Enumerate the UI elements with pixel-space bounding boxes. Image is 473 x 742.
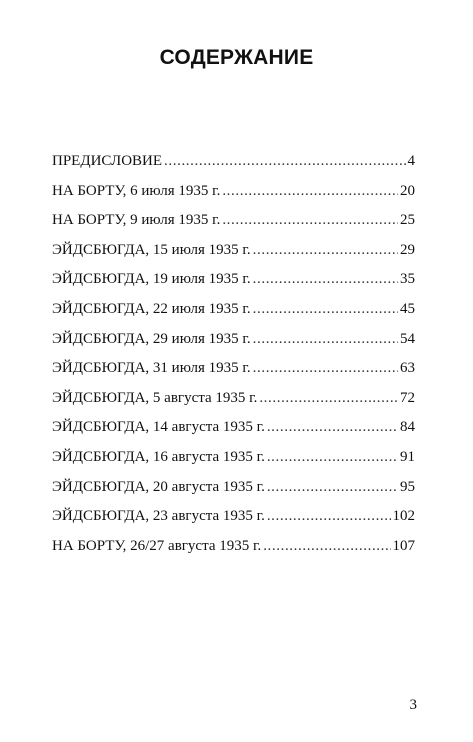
toc-entry [52,210,415,240]
toc-dot-leader [222,181,398,201]
toc-entry-page: 102 [392,508,415,525]
toc-dot-leader [267,447,398,467]
toc-entry-page: 72 [400,389,415,406]
page-title: СОДЕРЖАНИЕ [159,46,314,69]
toc-dot-leader [253,358,398,378]
toc-entry [52,329,415,359]
toc-entry-title: ЭЙДСБЮГДА, 19 июля 1935 г. [52,271,251,288]
toc-entry-page: 35 [400,271,415,288]
toc-entry [52,536,415,566]
toc-entry [52,240,415,270]
toc-entry [52,358,415,388]
toc-entry-title: ПРЕДИСЛОВИЕ [52,153,163,169]
toc-entry-page: 25 [400,212,415,229]
toc-entry-page: 95 [400,478,415,495]
toc-entry [52,417,415,447]
toc-entry-title: ЭЙДСБЮГДА, 22 июля 1935 г. [52,300,251,317]
toc-entry-title: ЭЙДСБЮГДА, 31 июля 1935 г. [52,360,251,377]
toc-entry [52,506,415,536]
toc-entry [52,299,415,329]
toc-entry-page: 91 [400,448,415,465]
toc-entry-page: 45 [400,300,415,317]
toc-dot-leader [253,269,398,289]
toc-entry [52,151,415,181]
toc-entry-title: ЭЙДСБЮГДА, 15 июля 1935 г. [52,241,251,258]
toc-entry-title: НА БОРТУ, 6 июля 1935 г. [52,182,221,199]
toc-entry [52,388,415,418]
toc-entry-title: НА БОРТУ, 9 июля 1935 г. [52,212,221,229]
toc-entry-title: ЭЙДСБЮГДА, 16 августа 1935 г. [52,448,265,465]
toc-entry [52,447,415,477]
toc-dot-leader [263,536,390,556]
table-of-contents [52,151,415,565]
toc-entry [52,477,415,507]
toc-entry-page: 84 [400,419,415,436]
toc-dot-leader [267,417,398,437]
toc-entry-title: ЭЙДСБЮГДА, 20 августа 1935 г. [52,478,265,495]
toc-entry-page: 63 [400,360,415,377]
toc-entry-page: 29 [400,241,415,258]
toc-dot-leader [253,240,398,260]
toc-entry-title: ЭЙДСБЮГДА, 23 августа 1935 г. [52,508,265,525]
toc-entry [52,269,415,299]
toc-entry-title: НА БОРТУ, 26/27 августа 1935 г. [52,537,262,554]
toc-entry-page: 20 [400,182,415,199]
toc-entry [52,181,415,211]
toc-dot-leader [222,210,398,230]
toc-dot-leader [164,151,405,171]
toc-dot-leader [267,506,391,526]
toc-dot-leader [267,477,398,497]
toc-dot-leader [253,329,398,349]
toc-entry-title: ЭЙДСБЮГДА, 5 августа 1935 г. [52,389,258,406]
toc-dot-leader [259,388,398,408]
toc-entry-title: ЭЙДСБЮГДА, 29 июля 1935 г. [52,330,251,347]
toc-entry-page: 107 [392,537,415,554]
toc-entry-page: 4 [407,153,415,169]
toc-entry-title: ЭЙДСБЮГДА, 14 августа 1935 г. [52,419,265,436]
toc-entry-page: 54 [400,330,415,347]
toc-dot-leader [253,299,398,319]
page-number: 3 [409,697,417,713]
